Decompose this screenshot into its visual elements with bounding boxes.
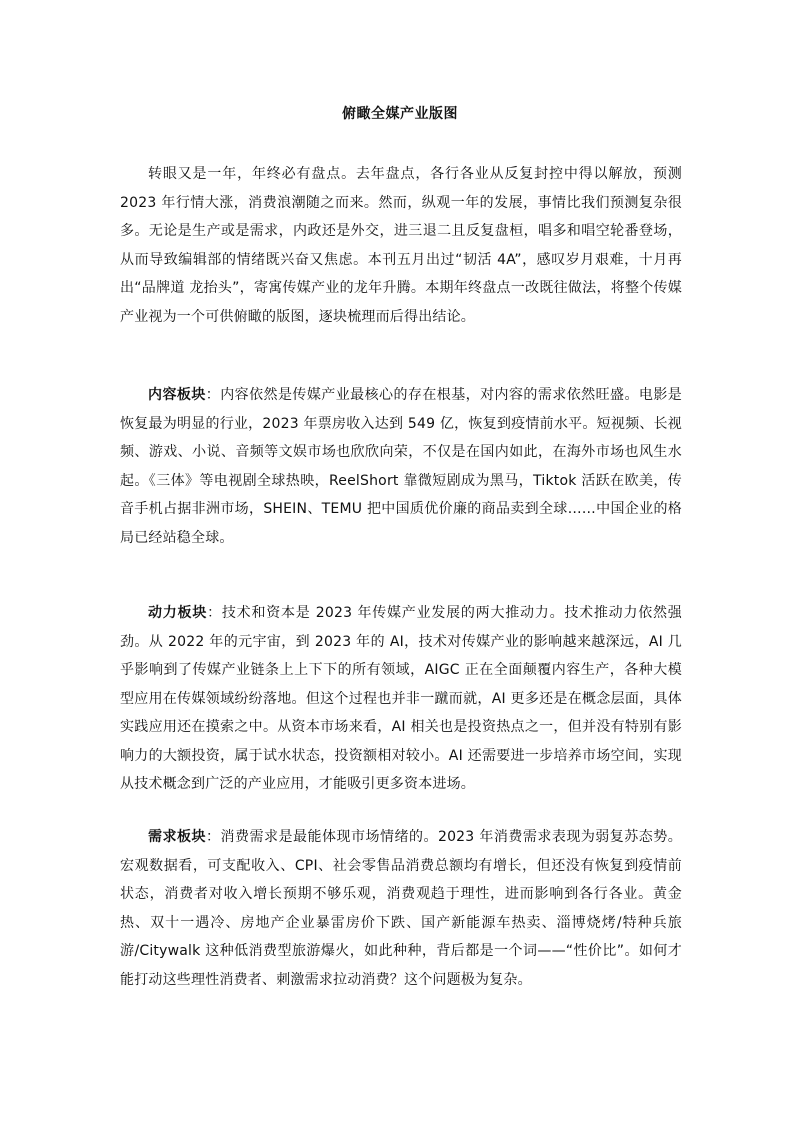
demand-section-label: 需求板块 <box>148 829 206 845</box>
driver-section-paragraph <box>120 599 682 799</box>
page-title: 俯瞰全媒产业版图 <box>342 106 458 122</box>
demand-section-text: ：消费需求是最能体现市场情绪的。2023 年消费需求表现为弱复苏态势。宏观数据看，可支配收入、CPI、社会零售品消费总额均有增长，但还没有恢复到疫情前状态，消费者对收入增长预期不够乐观，消费观趋于理性，进而影响到各行各业。黄金热、双十一遇冷、房地产企业暴雷房价下跌、国产新能源车热卖、淄博烧烤/特种兵旅游/Citywalk 这种低消费型旅游爆火，如此种种，背后都是一个词——“性价比”。如何才能打动这些理性消费者、刺激需求拉动消费？这个问题极为复杂。 <box>120 829 682 988</box>
driver-section-label: 动力板块 <box>148 605 208 621</box>
intro-paragraph <box>120 160 682 331</box>
content-section-label: 内容板块 <box>148 387 206 403</box>
content-section-paragraph <box>120 381 682 552</box>
driver-section-text: ：技术和资本是 2023 年传媒产业发展的两大推动力。技术推动力依然强劲。从 2022 年的元宇宙，到 2023 年的 AI，技术对传媒产业的影响越来越深远，AI 几乎影响到了传媒产业链条上上下下的所有领域，AIGC 正在全面颠覆内容生产，各种大模型应用在传媒领域纷纷落地。但这个过程也并非一蹴而就，AI 更多还是在概念层面，具体实践应用还在摸索之中。从资本市场来看，AI 相关也是投资热点之一，但并没有特别有影响力的大额投资，属于试水状态，投资额相对较小。AI 还需要进一步培养市场空间，实现从技术概念到广泛的产业应用，才能吸引更多资本进场。 <box>120 605 682 792</box>
intro-paragraph-text: 转眼又是一年，年终必有盘点。去年盘点，各行各业从反复封控中得以解放，预测 2023 年行情大涨，消费浪潮随之而来。然而，纵观一年的发展，事情比我们预测复杂很多。无论是生产或是需求，内政还是外交，进三退二且反复盘桓，唱多和唱空轮番登场，从而导致编辑部的情绪既兴奋又焦虑。本刊五月出过“韧活 4A”，感叹岁月艰难，十月再出“品牌道 龙抬头”，寄寓传媒产业的龙年升腾。本期年终盘点一改既往做法，将整个传媒产业视为一个可供俯瞰的版图，逐块梳理而后得出结论。 <box>120 166 682 325</box>
demand-section-paragraph <box>120 823 682 994</box>
content-section-text: ：内容依然是传媒产业最核心的存在根基，对内容的需求依然旺盛。电影是恢复最为明显的行业，2023 年票房收入达到 549 亿，恢复到疫情前水平。短视频、长视频、游戏、小说、音频等文娱市场也欣欣向荣，不仅是在国内如此，在海外市场也风生水起。《三体》等电视剧全球热映，ReelShort 靠微短剧成为黑马，Tiktok 活跃在欧美，传音手机占据非洲市场，SHEIN、TEMU 把中国质优价廉的商品卖到全球……中国企业的格局已经站稳全球。 <box>120 387 682 546</box>
